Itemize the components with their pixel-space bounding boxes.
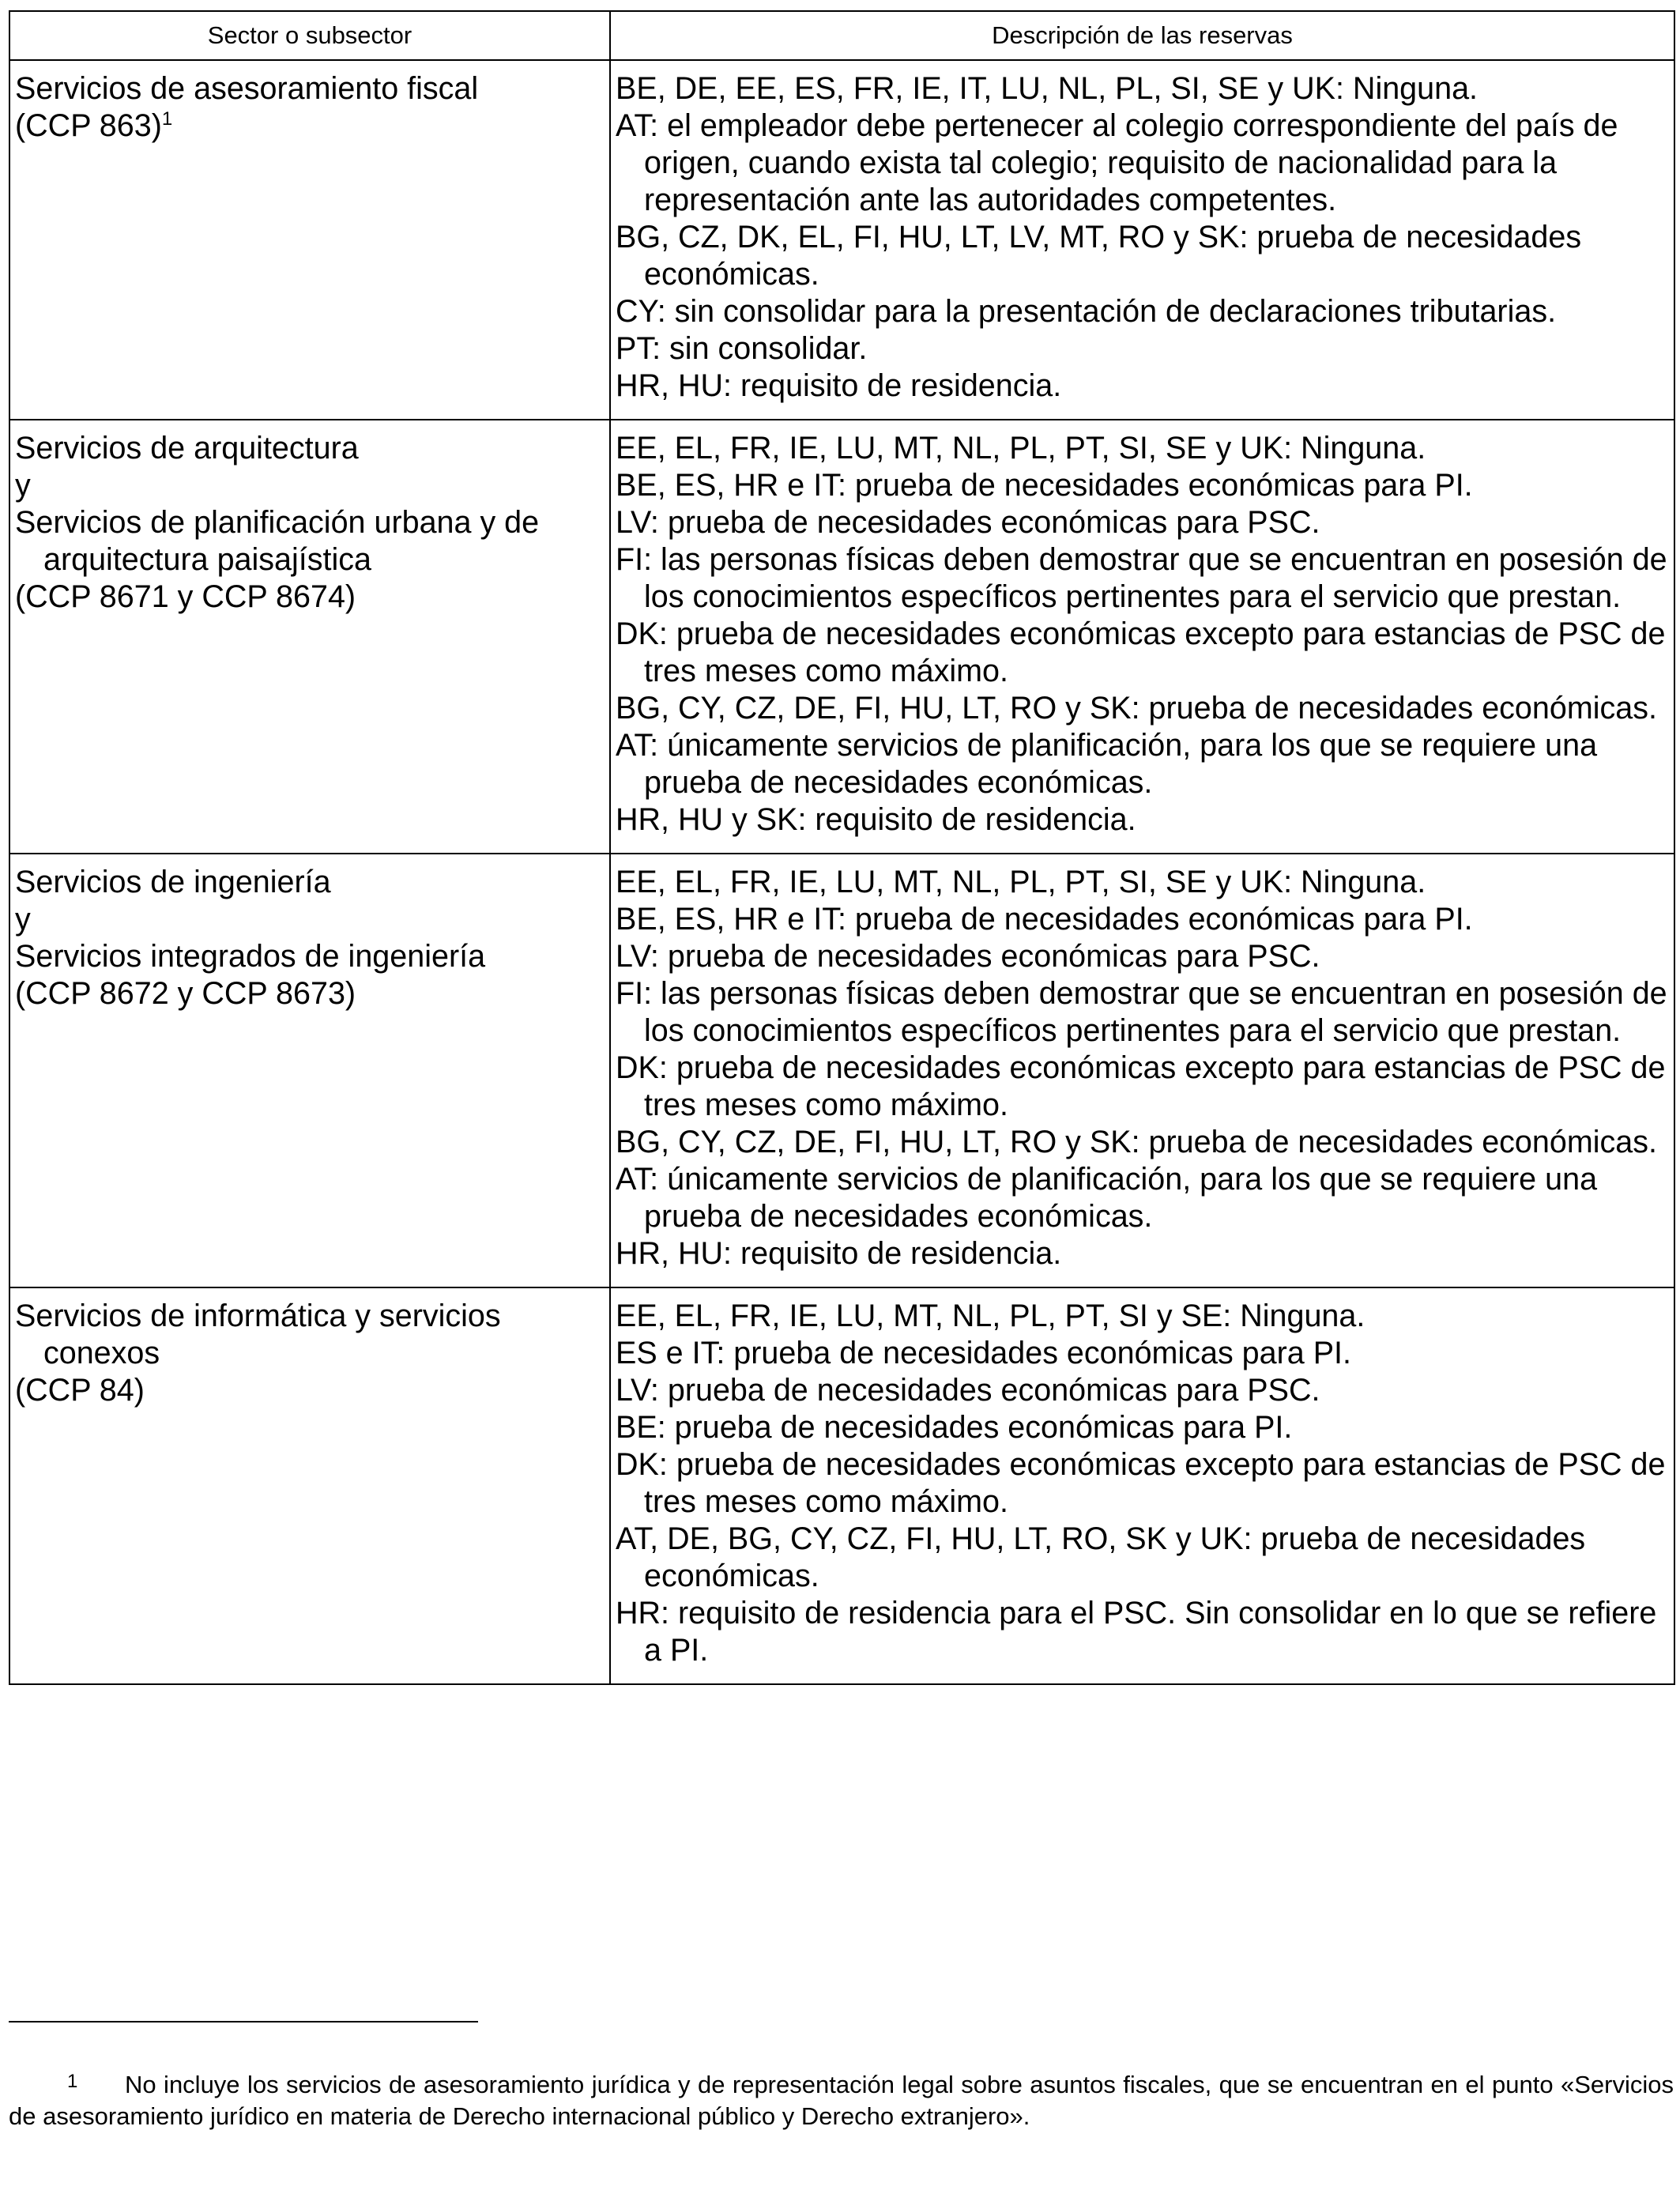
sector-line: Servicios de planificación urbana y de arquitectura paisajística — [15, 505, 540, 577]
reserva-line: FI: las personas físicas deben demostrar que se encuentran en posesión de los conocimientos específicos pertinentes para el servicio que prestan. — [616, 542, 1667, 614]
sector-line: (CCP 8671 y CCP 8674) — [15, 579, 356, 614]
reserva-line: BE: prueba de necesidades económicas para PI. — [616, 1410, 1293, 1445]
reserva-line: LV: prueba de necesidades económicas para PSC. — [616, 939, 1320, 974]
sector-line: Servicios integrados de ingeniería — [15, 939, 486, 974]
sector-line: y — [15, 902, 31, 937]
reserva-line: BE, DE, EE, ES, FR, IE, IT, LU, NL, PL, SI, SE y UK: Ninguna. — [616, 71, 1478, 106]
sector-code-line — [15, 107, 605, 145]
table-row — [9, 60, 1674, 420]
sector-cell — [9, 854, 610, 1287]
reserva-line: LV: prueba de necesidades económicas para PSC. — [616, 505, 1320, 540]
reservas-cell — [610, 1287, 1674, 1684]
reserva-line: BG, CY, CZ, DE, FI, HU, LT, RO y SK: prueba de necesidades económicas. — [616, 1125, 1657, 1159]
footnote-text: No incluye los servicios de asesoramiento jurídica y de representación legal sobre asuntos fiscales, que se encuentran en el punto «Servicios de asesoramiento jurídico en materia de Derecho internacional público y Derecho extranjero». — [9, 2071, 1674, 2130]
reserva-line: AT: el empleador debe pertenecer al colegio correspondiente del país de origen, cuando exista tal colegio; requisito de nacionalidad para la representación ante las autoridades competentes. — [616, 108, 1618, 217]
table-row — [9, 854, 1674, 1287]
footnote-reference: 1 — [161, 107, 173, 130]
sector-line: (CCP 84) — [15, 1373, 145, 1408]
reserva-line: AT, DE, BG, CY, CZ, FI, HU, LT, RO, SK y UK: prueba de necesidades económicas. — [616, 1521, 1586, 1593]
sector-code: (CCP 863) — [15, 108, 162, 143]
reservas-cell — [610, 60, 1674, 420]
reserva-line: BG, CZ, DK, EL, FI, HU, LT, LV, MT, RO y SK: prueba de necesidades económicas. — [616, 220, 1582, 292]
reserva-line: EE, EL, FR, IE, LU, MT, NL, PL, PT, SI, SE y UK: Ninguna. — [616, 431, 1426, 466]
sector-line: Servicios de informática y servicios conexos — [15, 1299, 501, 1370]
reservas-cell — [610, 854, 1674, 1287]
column-header-reservas: Descripción de las reservas — [610, 11, 1674, 60]
reserva-line: DK: prueba de necesidades económicas excepto para estancias de PSC de tres meses como máximo. — [616, 1447, 1666, 1519]
reserva-line: HR, HU: requisito de residencia. — [616, 368, 1062, 403]
reserva-line: BE, ES, HR e IT: prueba de necesidades económicas para PI. — [616, 902, 1473, 937]
reserva-line: DK: prueba de necesidades económicas excepto para estancias de PSC de tres meses como máximo. — [616, 1050, 1666, 1122]
footnote-separator — [9, 2021, 478, 2022]
reserva-line: AT: únicamente servicios de planificación, para los que se requiere una prueba de necesidades económicas. — [616, 728, 1598, 800]
footnote — [9, 2069, 1674, 2132]
reserva-line: HR, HU y SK: requisito de residencia. — [616, 802, 1136, 837]
reserva-line: DK: prueba de necesidades económicas excepto para estancias de PSC de tres meses como máximo. — [616, 616, 1666, 688]
reserva-line: HR: requisito de residencia para el PSC. Sin consolidar en lo que se refiere a PI. — [616, 1596, 1657, 1668]
sector-line: Servicios de arquitectura — [15, 431, 359, 466]
reserva-line: BE, ES, HR e IT: prueba de necesidades económicas para PI. — [616, 468, 1473, 503]
table-header-row — [9, 11, 1674, 60]
reserva-line: LV: prueba de necesidades económicas para PSC. — [616, 1373, 1320, 1408]
reservations-table — [9, 10, 1675, 1685]
reserva-line: CY: sin consolidar para la presentación de declaraciones tributarias. — [616, 294, 1557, 329]
sector-cell — [9, 60, 610, 420]
reserva-line: ES e IT: prueba de necesidades económicas para PI. — [616, 1336, 1352, 1370]
column-header-sector: Sector o subsector — [9, 11, 610, 60]
sector-line: y — [15, 468, 31, 503]
sector-cell — [9, 420, 610, 854]
reserva-line: HR, HU: requisito de residencia. — [616, 1236, 1062, 1271]
reserva-line: EE, EL, FR, IE, LU, MT, NL, PL, PT, SI, SE y UK: Ninguna. — [616, 865, 1426, 899]
sector-line: (CCP 8672 y CCP 8673) — [15, 976, 356, 1011]
reserva-line: EE, EL, FR, IE, LU, MT, NL, PL, PT, SI y SE: Ninguna. — [616, 1299, 1365, 1333]
footnote-mark: 1 — [67, 2071, 78, 2092]
reserva-line: BG, CY, CZ, DE, FI, HU, LT, RO y SK: prueba de necesidades económicas. — [616, 691, 1657, 726]
reserva-line: PT: sin consolidar. — [616, 331, 868, 366]
reservas-cell — [610, 420, 1674, 854]
sector-line: Servicios de asesoramiento fiscal — [15, 71, 479, 106]
reserva-line: FI: las personas físicas deben demostrar que se encuentran en posesión de los conocimientos específicos pertinentes para el servicio que prestan. — [616, 976, 1667, 1048]
table-row — [9, 1287, 1674, 1684]
table-row — [9, 420, 1674, 854]
reserva-line: AT: únicamente servicios de planificación, para los que se requiere una prueba de necesidades económicas. — [616, 1162, 1598, 1234]
sector-cell — [9, 1287, 610, 1684]
sector-line: Servicios de ingeniería — [15, 865, 331, 899]
